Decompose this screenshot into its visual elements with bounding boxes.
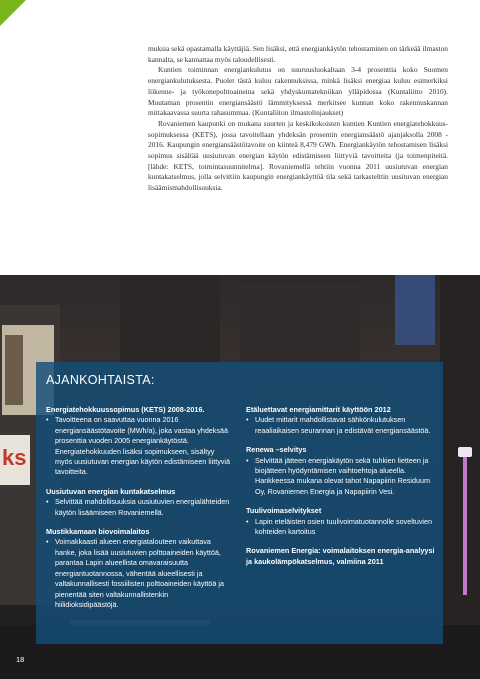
news-item	[246, 445, 436, 497]
news-bullet: • Selvittää mahdollisuuksia uusiutuvien energialähteiden käytön lisäämiseen Rovaniemellä.	[46, 497, 232, 518]
store-sign-text: ks	[2, 445, 27, 470]
news-bullet: • Uudet mittarit mahdollistavat sähkönkulutuksen reaaliaikaisen seurannan ja edistävät energiansäästöä.	[246, 415, 436, 436]
news-heading: Energiatehokkuussopimus (KETS) 2008-2016.	[46, 405, 205, 414]
news-heading: Uusiutuvan energian kuntakatselmus	[46, 486, 176, 496]
page-number: 18	[16, 655, 25, 664]
body-text	[148, 44, 448, 194]
news-heading: Tuulivoimaselvitykset	[246, 506, 322, 516]
news-bullet: • Lapin eteläisten osien tuulivoimatuotannolle soveltuvien kohteiden kartoitus	[246, 517, 436, 538]
paragraph-intro: muksia sekä opastamalla käyttäjiä. Sen lisäksi, että energiankäytön tehostaminen on tärkeää ilmaston kannalta, se kannattaa myös taloudellisesti.	[148, 44, 448, 64]
news-item	[46, 405, 232, 478]
paragraph-kets: Rovaniemen kaupunki on mukana suurten ja keskikokoisten kuntien Kuntien energiatehokkuus- sopimuksessa (KETS), jossa tavoitellaan yhdeksän prosentin energiansäästö ajanjaksolla 2008 - 2016. Kaupungin energiansäästötavoite on kiinteä 8,479 GWh. Energiankäytön tehostamisen lisäksi sopimus sisältää uusiutuvan energian käytön edistämiseen liittyviä tavoitteita (ja toimenpiteitä. [lähde: KETS, toimintasuunnitelma]. Rovaniemellä tehtiin vuonna 2011 uusiutuvan energian kuntakatselmus, jolla selvittiin kaupungin energiankäyttöä tila sekä tarkastelttin uusituvan energian lisäämismahdollisuuksia.	[148, 118, 448, 193]
news-item	[246, 546, 436, 567]
news-bullet: • Selvittää jätteen energiakäytön sekä tuhkien lietteen ja biojätteen hyödyntämisen vaihtoehtoja alueella. Hankkeessa mukana olevat tahot Napapiirin Residuum Oy, Rovaniemen Energia ja Napapiirin Vesi.	[246, 456, 436, 498]
news-item	[246, 405, 436, 436]
news-item	[46, 487, 232, 518]
news-heading: Etäluettavat energiamittarit käyttöön 2012	[246, 405, 391, 414]
news-heading: Renewa –selvitys	[246, 445, 307, 455]
corner-accent	[0, 0, 26, 26]
news-panel	[36, 362, 443, 644]
panel-left-column	[46, 405, 232, 619]
news-heading: Mustikkamaan biovoimalaitos	[46, 527, 150, 537]
news-item	[46, 527, 232, 610]
paragraph-consumption: Kuntien toiminnan energiankulutus on suuruusluokaltaan 3-4 prosenttia koko Suomen energiankulutuksesta. Puolet tästä kuluu rakennuksissa, minkä lisäksi energiaa kuluu esimerkiksi liikenne- ja työkonepolttoaineina sekä yhdyskuntatekniikan ylläpidossa (Kuntaliitto 2010). Muutaman prosentin energiansäästö lämmityksessä merkitsee kunnan koko rakennuskannan mittakaavassa suurta rahasummaa. (Kuntaliiton ilmastolinjaukset)	[148, 65, 448, 118]
panel-right-column	[246, 405, 436, 576]
news-bullet: • Tavoitteena on saavuttaa vuonna 2016 energiansäästötavoite (MWh/a), joka vastaa yhdeksää prosenttia vuoden 2005 energiankäytöstä. Energiatehokkuuden lisäksi sopimukseen, sisältyy myös uusiutuvan energian käytön edistämiseen liittyviä tavoitteita.	[46, 415, 232, 477]
panel-title: AJANKOHTAISTA:	[46, 373, 155, 387]
news-bullet: • Voimakkaasti alueen energiatalouteen vaikuttava hanke, joka lisää uusiutuvien polttoaineiden käyttöä, parantaa Lapin alueellista omavaraisuutta energiantuotannossa, vähentää alueellisesti ja valtakunnallisesti fossiilisten polttoaineiden käyttöä ja pienentää siten valtakunnallistenkin hiilidioksidipäästöjä.	[46, 537, 232, 610]
news-item	[246, 506, 436, 537]
news-heading: Rovaniemen Energia: voimalaitoksen energia-analyysi ja kaukolämpökatselmus, valmiina 2011	[246, 546, 435, 566]
